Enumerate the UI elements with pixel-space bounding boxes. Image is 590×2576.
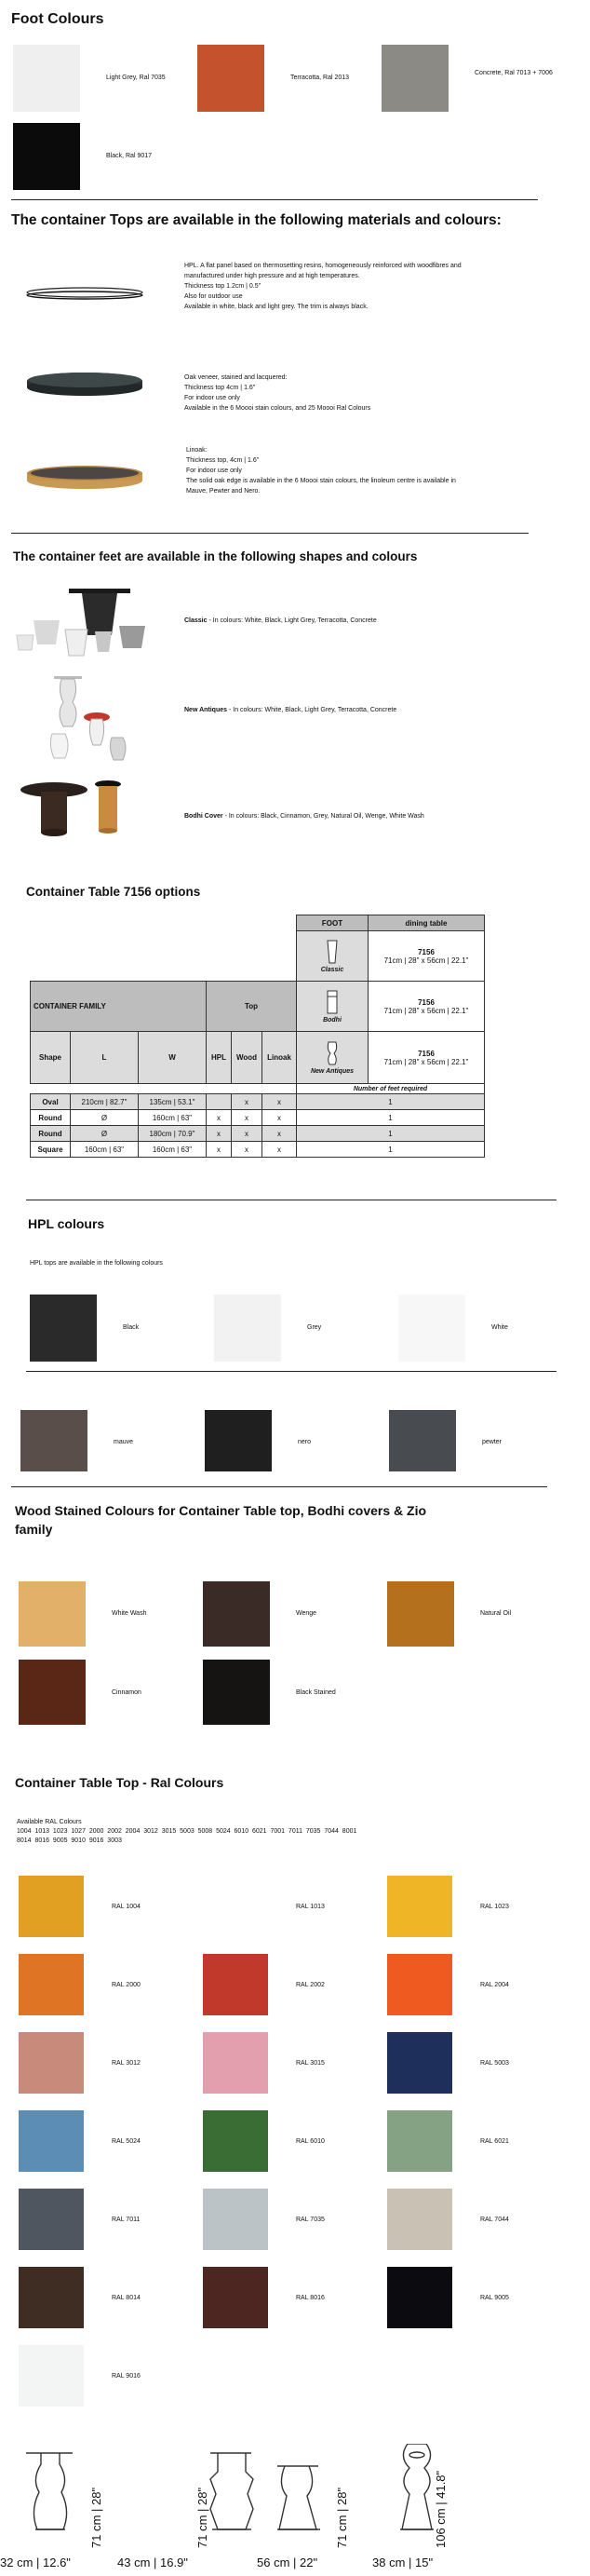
foot-colour-swatch-black <box>13 123 80 190</box>
wood-swatch-cinnamon <box>19 1660 86 1725</box>
ral-swatch <box>19 2110 84 2172</box>
ral-swatch <box>387 2110 452 2172</box>
wood-swatch-white-wash <box>19 1581 86 1647</box>
dining-classic-cell <box>369 931 485 982</box>
wood-title-line: family <box>15 1522 53 1537</box>
hpl-swatch-grey <box>214 1295 281 1362</box>
linoak-line: For indoor use only <box>186 468 242 474</box>
tops-title: The container Tops are available in the following materials and colours: <box>11 212 502 228</box>
feet-name: New Antiques <box>184 707 228 713</box>
ral-swatch-label: RAL 3012 <box>112 2060 141 2067</box>
row-shape: Round <box>31 1110 71 1126</box>
row-shape: Round <box>31 1126 71 1142</box>
linoak-line: The solid oak edge is available in the 6 Moooi stain colours, the linoleum centre is available in <box>186 478 456 484</box>
row-hpl: x <box>207 1126 232 1142</box>
new-antiques-foot-icon <box>325 1040 340 1066</box>
foot-colour-label: Terracotta, Ral 2013 <box>290 75 350 81</box>
row-wood: x <box>232 1110 262 1126</box>
foot-colour-swatch-concrete <box>382 45 449 112</box>
table-code: 7156 <box>418 1049 435 1058</box>
ral-swatch-label: RAL 1004 <box>112 1904 141 1910</box>
hpl-swatch-black <box>30 1295 97 1362</box>
hpl-colour-label: White <box>491 1324 508 1331</box>
hpl-colours-subtitle: HPL tops are available in the following colours <box>30 1260 163 1267</box>
table-dims: 71cm | 28" x 56cm | 22.1" <box>383 1057 469 1066</box>
w-header: W <box>139 1032 207 1084</box>
l-header: L <box>71 1032 139 1084</box>
dining-bodhi-cell <box>369 982 485 1032</box>
linoak-description <box>186 445 558 496</box>
wood-header: Wood <box>232 1032 262 1084</box>
ral-swatch <box>203 2032 268 2094</box>
ral-swatch <box>203 2267 268 2328</box>
foot-header: FOOT <box>297 915 369 931</box>
ral-swatch-label: RAL 1013 <box>296 1904 325 1910</box>
lino-colour-label: pewter <box>482 1439 503 1445</box>
feet-new-antiques-text <box>184 706 396 714</box>
wood-colour-label: Natural Oil <box>480 1610 512 1617</box>
width-label: 32 cm | 12.6" <box>0 2556 71 2569</box>
ral-swatch <box>203 2110 268 2172</box>
wood-title-line: Wood Stained Colours for Container Table top, Bodhi covers & Zio <box>15 1503 427 1518</box>
top-header: Top <box>207 982 297 1032</box>
row-linoak: x <box>262 1094 297 1110</box>
height-label: 71 cm | 28" <box>195 2487 209 2548</box>
hpl-colours-title: HPL colours <box>28 1216 105 1231</box>
ral-swatch <box>19 2189 84 2250</box>
wood-swatch-natural-oil <box>387 1581 454 1647</box>
ral-swatch-label: RAL 8014 <box>112 2295 141 2301</box>
ral-swatch-label: RAL 6021 <box>480 2138 509 2145</box>
row-w: 160cm | 63" <box>139 1110 207 1126</box>
wood-colour-label: Wenge <box>296 1610 317 1617</box>
lino-swatch-pewter <box>389 1410 456 1471</box>
hpl-top-image <box>24 279 145 307</box>
ral-swatch-label: RAL 7011 <box>112 2217 141 2223</box>
ral-swatch <box>19 2345 84 2407</box>
linoak-top-image <box>24 462 145 492</box>
feet-desc: - In colours: Black, Cinnamon, Grey, Natural Oil, Wenge, White Wash <box>222 813 424 820</box>
bodhi-feet-image <box>19 779 130 840</box>
ral-swatch-label: RAL 8016 <box>296 2295 325 2301</box>
row-linoak: x <box>262 1126 297 1142</box>
ral-swatch <box>387 2032 452 2094</box>
row-w: 180cm | 70.9" <box>139 1126 207 1142</box>
ral-title: Container Table Top - Ral Colours <box>15 1775 224 1790</box>
row-hpl <box>207 1094 232 1110</box>
lino-colour-label: nero <box>298 1439 312 1445</box>
foot-colour-label: Concrete, Ral 7013 + 7006 <box>475 70 553 76</box>
oak-line: Available in the 6 Moooi stain colours, and 25 Moooi Ral Colours <box>184 405 371 412</box>
ral-codes-line: 1004 1013 1023 1027 2000 2002 2004 3012 3015 5003 5008 5024 6010 6021 7001 7011 7035 7044 8001 <box>17 1828 357 1835</box>
hpl-line: Thickness top 1.2cm | 0.5" <box>184 283 261 290</box>
height-label: 106 cm | 41.8" <box>434 2470 448 2548</box>
row-wood: x <box>232 1126 262 1142</box>
ral-swatch <box>203 2189 268 2250</box>
wood-swatch-wenge <box>203 1581 270 1647</box>
row-wood: x <box>232 1094 262 1110</box>
shape-header: Shape <box>31 1032 71 1084</box>
row-shape: Oval <box>31 1094 71 1110</box>
foot-new-antiques-cell <box>297 1032 369 1084</box>
table-code: 7156 <box>418 997 435 1007</box>
feet-required-header: Number of feet required <box>297 1084 485 1094</box>
ral-swatch-label: RAL 7044 <box>480 2217 509 2223</box>
classic-foot-icon <box>325 939 340 965</box>
options-table <box>30 915 485 1158</box>
hpl-header: HPL <box>207 1032 232 1084</box>
divider <box>11 1486 547 1487</box>
feet-desc: - In colours: White, Black, Light Grey, Terracotta, Concrete <box>227 707 397 713</box>
foot-colour-swatch-terracotta <box>197 45 264 112</box>
row-l: 210cm | 82.7" <box>71 1094 139 1110</box>
lino-swatch-mauve <box>20 1410 87 1471</box>
wood-colour-label: Black Stained <box>296 1689 336 1696</box>
ral-swatch <box>387 2267 452 2328</box>
row-linoak: x <box>262 1110 297 1126</box>
wood-colour-label: White Wash <box>112 1610 147 1617</box>
oak-top-image <box>24 369 145 399</box>
table-dims: 71cm | 28" x 56cm | 22.1" <box>383 1006 469 1015</box>
row-l: Ø <box>71 1126 139 1142</box>
ral-swatch-label: RAL 2004 <box>480 1982 509 1988</box>
foot-colours-title: Foot Colours <box>11 11 104 27</box>
hpl-line: HPL. A flat panel based on thermosetting resins, homogeneously reinforced with woodfibres and <box>184 263 462 269</box>
options-table-grid <box>30 915 485 1158</box>
row-feet: 1 <box>297 1094 485 1110</box>
new-antiques-feet-image <box>41 672 134 766</box>
ral-swatch-label: RAL 5003 <box>480 2060 509 2067</box>
dining-header: dining table <box>369 915 485 931</box>
row-feet: 1 <box>297 1142 485 1158</box>
width-label: 43 cm | 16.9" <box>117 2556 188 2569</box>
row-linoak: x <box>262 1142 297 1158</box>
ral-swatch-label: RAL 2000 <box>112 1982 141 1988</box>
height-label: 71 cm | 28" <box>89 2487 103 2548</box>
divider <box>11 533 529 534</box>
linoak-header: Linoak <box>262 1032 297 1084</box>
ral-swatch <box>19 1954 84 2015</box>
row-hpl: x <box>207 1110 232 1126</box>
ral-swatch-label: RAL 9016 <box>112 2373 141 2379</box>
ral-swatch-label: RAL 1023 <box>480 1904 509 1910</box>
ral-swatch-label: RAL 2002 <box>296 1982 325 1988</box>
table-code: 7156 <box>418 947 435 956</box>
hpl-colour-label: Black <box>123 1324 140 1331</box>
feet-desc: - In colours: White, Black, Light Grey, Terracotta, Concrete <box>207 617 377 624</box>
foot-name: Classic <box>320 967 344 973</box>
foot-colour-swatch-light-grey <box>13 45 80 112</box>
foot-name: Bodhi <box>323 1017 342 1024</box>
lino-swatch-nero <box>205 1410 272 1471</box>
ral-swatch-label: RAL 7035 <box>296 2217 325 2223</box>
hpl-line: Available in white, black and light grey. The trim is always black. <box>184 304 369 310</box>
oak-line: Thickness top 4cm | 1.6" <box>184 385 256 391</box>
divider <box>26 1371 556 1372</box>
feet-name: Classic <box>184 617 208 624</box>
row-wood: x <box>232 1142 262 1158</box>
hpl-line: Also for outdoor use <box>184 293 243 300</box>
family-header: CONTAINER FAMILY <box>31 982 207 1032</box>
foot-name: New Antiques <box>310 1068 355 1075</box>
wood-swatch-black-stained <box>203 1660 270 1725</box>
foot-classic-cell <box>297 931 369 982</box>
foot-colour-label: Black, Ral 9017 <box>106 153 153 159</box>
hpl-line: manufactured under high pressure and at high temperatures. <box>184 273 360 279</box>
ral-swatch-label: RAL 6010 <box>296 2138 325 2145</box>
feet-bodhi-text <box>184 812 424 820</box>
lino-colour-label: mauve <box>114 1439 134 1445</box>
ral-available-label: Available RAL Colours <box>17 1819 82 1825</box>
divider <box>11 199 538 200</box>
oak-line: Oak veneer, stained and lacquered: <box>184 374 288 381</box>
feet-title: The container feet are available in the following shapes and colours <box>13 549 418 563</box>
row-hpl: x <box>207 1142 232 1158</box>
width-label: 56 cm | 22" <box>257 2556 318 2569</box>
dining-new-antiques-cell <box>369 1032 485 1084</box>
ral-swatch-label: RAL 3015 <box>296 2060 325 2067</box>
ral-swatch <box>387 1954 452 2015</box>
oak-description <box>184 373 556 414</box>
row-w: 160cm | 63" <box>139 1142 207 1158</box>
options-title: Container Table 7156 options <box>26 885 201 899</box>
ral-swatch <box>203 1954 268 2015</box>
linoak-line: Linoak: <box>186 447 208 454</box>
hpl-swatch-white <box>398 1295 465 1362</box>
ral-swatch-label: RAL 9005 <box>480 2295 509 2301</box>
ral-swatch <box>19 2032 84 2094</box>
bodhi-foot-icon <box>325 989 340 1015</box>
feet-name: Bodhi Cover <box>184 813 223 820</box>
row-feet: 1 <box>297 1110 485 1126</box>
classic-feet-image <box>15 583 164 659</box>
row-feet: 1 <box>297 1126 485 1142</box>
ral-swatch <box>387 2189 452 2250</box>
linoak-line: Thickness top, 4cm | 1.6" <box>186 457 260 464</box>
linoak-line: Mauve, Pewter and Nero. <box>186 488 261 495</box>
ral-swatch <box>203 1876 268 1937</box>
ral-swatch <box>387 1876 452 1937</box>
foot-bodhi-cell <box>297 982 369 1032</box>
ral-swatch <box>19 2267 84 2328</box>
foot-colour-label: Light Grey, Ral 7035 <box>106 75 166 81</box>
row-w: 135cm | 53.1" <box>139 1094 207 1110</box>
oak-line: For indoor use only <box>184 395 240 401</box>
table-dims: 71cm | 28" x 56cm | 22.1" <box>383 956 469 965</box>
ral-swatch-label: RAL 5024 <box>112 2138 141 2145</box>
hpl-colour-label: Grey <box>307 1324 322 1331</box>
row-l: Ø <box>71 1110 139 1126</box>
wood-colours-title <box>15 1501 426 1539</box>
wood-colour-label: Cinnamon <box>112 1689 141 1696</box>
row-l: 160cm | 63" <box>71 1142 139 1158</box>
feet-classic-text <box>184 617 377 625</box>
width-label: 38 cm | 15" <box>372 2556 434 2569</box>
height-label: 71 cm | 28" <box>335 2487 349 2548</box>
hpl-description <box>184 261 556 312</box>
ral-codes-line: 8014 8016 9005 9010 9016 3003 <box>17 1837 122 1844</box>
row-shape: Square <box>31 1142 71 1158</box>
ral-swatch <box>19 1876 84 1937</box>
